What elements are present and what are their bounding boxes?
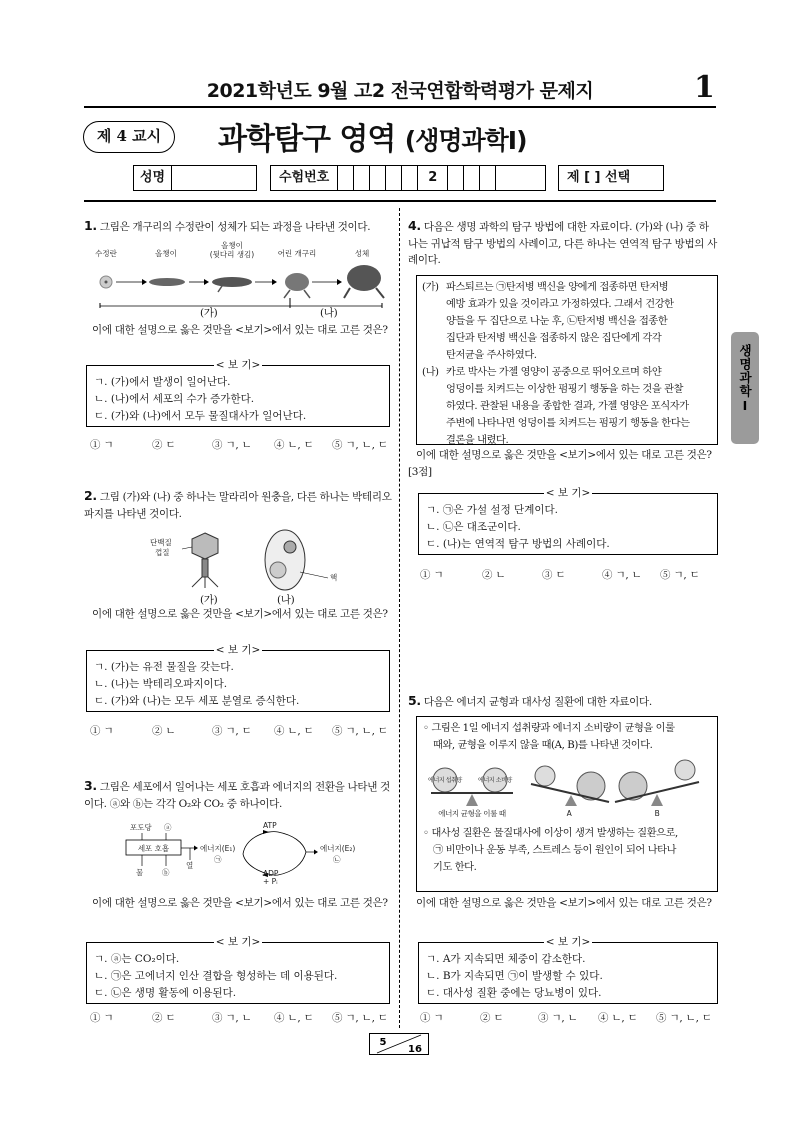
case-na-label: (나): [422, 367, 439, 378]
digit-cell[interactable]: [496, 166, 512, 190]
selection-box: [558, 165, 664, 191]
stage-label-5: 성체: [354, 249, 370, 258]
bogi-item: ㄱ. (가)는 유전 물질을 갖는다.: [94, 661, 234, 673]
question-4-choices: [420, 567, 725, 582]
line: 카로 박사는 가젤 영양이 공중으로 뛰어오르며 하얀: [446, 367, 662, 378]
case-ga-label: (가): [422, 282, 439, 293]
label-protein: 단백질: [150, 538, 172, 547]
question-3-ask: 이에 대한 설명으로 옳은 것만을 <보기>에서 있는 대로 고른 것은?: [92, 897, 388, 909]
label-consume: 에너지 소비량: [478, 777, 512, 784]
bogi-item: ㄴ. (나)는 박테리오파지이다.: [94, 678, 228, 690]
digit-cell[interactable]: [464, 166, 480, 190]
question-2-bogi: [86, 644, 390, 712]
digit-cell[interactable]: [354, 166, 370, 190]
bogi-item: ㄷ. 대사성 질환 중에는 당뇨병이 있다.: [426, 987, 602, 999]
label-A: A: [566, 809, 572, 818]
bogi-item: ㄴ. ㉠은 고에너지 인산 결합을 형성하는 데 이용된다.: [94, 970, 338, 982]
label-adp: ADP: [263, 869, 279, 878]
question-number: 3.: [84, 778, 97, 793]
choice-1[interactable]: ① ㄱ: [420, 569, 444, 581]
total-pages: 16: [408, 1044, 422, 1055]
question-number: 4.: [408, 218, 421, 233]
choice-4[interactable]: ④ ㄴ, ㄷ: [598, 1012, 638, 1024]
case-ga-text: [446, 279, 674, 364]
choice-2[interactable]: ② ㄴ: [152, 725, 176, 737]
label-glucose: 포도당: [130, 823, 152, 832]
question-2-choices: [90, 723, 395, 738]
question-1-stem: [84, 218, 392, 236]
question-4-data-box: [416, 275, 718, 445]
choice-4[interactable]: ④ ㄴ, ㄷ: [274, 1012, 314, 1024]
choice-1[interactable]: ① ㄱ: [90, 439, 114, 451]
question-1-choices: [90, 437, 395, 452]
label-balanced: 에너지 균형을 이룰 때: [438, 809, 506, 818]
question-2-ask: 이에 대한 설명으로 옳은 것만을 <보기>에서 있는 대로 고른 것은?: [92, 608, 388, 620]
page-fraction: [369, 1033, 429, 1055]
exam-number-box: [270, 165, 546, 191]
label-ga: (가): [200, 307, 218, 319]
question-text: 그림 (가)와 (나) 중 하나는 말라리아 원충을, 다른 하나는 박테리오파지를 나타낸 것이다.: [84, 491, 392, 520]
label-shell: 껍질: [155, 548, 170, 557]
label-energy2: 에너지(E₂): [320, 844, 356, 853]
line: 하였다. 관찰된 내용을 종합한 결과, 가젤 영양은 포식자가: [446, 401, 689, 412]
choice-3[interactable]: ③ ㄱ, ㄴ: [538, 1012, 578, 1024]
digit-cell[interactable]: [480, 166, 496, 190]
bogi-item: ㄷ. (가)와 (나)에서 모두 물질대사가 일어난다.: [94, 410, 307, 422]
choice-3[interactable]: ③ ㄱ, ㄴ: [212, 1012, 252, 1024]
stage-label-3: (뒷다리 생김): [209, 250, 255, 259]
line: 예방 효과가 있을 것이라고 가정하였다. 그래서 건강한: [446, 299, 674, 310]
subject-subname: (생명과학Ⅰ): [404, 126, 527, 155]
bogi-item: ㄴ. ㉡은 대조군이다.: [426, 521, 521, 533]
line: ㉠ 비만이나 운동 부족, 스트레스 등이 원인이 되어 나타나: [433, 845, 677, 856]
line: 결론을 내렸다.: [446, 435, 509, 446]
question-text: 그림은 세포에서 일어나는 세포 호흡과 에너지의 전환을 나타낸 것이다. ⓐ와 ⓑ는 각각 O₂와 CO₂ 중 하나이다.: [84, 781, 390, 810]
question-text: 다음은 생명 과학의 탐구 방법에 대한 자료이다. (가)와 (나) 중 하나는 귀납적 탐구 방법의 사례이고, 다른 하나는 연역적 탐구 방법의 사례이다.: [408, 221, 718, 266]
case-na-text: [446, 364, 690, 449]
question-4-bogi: [418, 487, 718, 555]
digit-cell[interactable]: [402, 166, 418, 190]
choice-3[interactable]: ③ ㄱ, ㄷ: [212, 725, 252, 737]
label-water: 물: [136, 868, 144, 877]
line: 집단과 탄저병 백신을 접종하지 않은 집단에게 각각: [446, 333, 662, 344]
organism-figure: [150, 525, 350, 595]
question-5-ask: 이에 대한 설명으로 옳은 것만을 <보기>에서 있는 대로 고른 것은?: [416, 897, 712, 909]
question-2-stem: [84, 488, 392, 522]
bogi-item: ㄷ. (가)와 (나)는 모두 세포 분열로 증식한다.: [94, 695, 300, 707]
question-text: 그림은 개구리의 수정란이 성체가 되는 과정을 나타낸 것이다.: [99, 221, 371, 233]
exam-number-label: 수험번호: [271, 166, 338, 190]
question-4-stem: [408, 218, 718, 269]
line: 주변에 나타나면 엉덩이를 치켜드는 펌핑기 행동을 한다는: [446, 418, 690, 429]
subject-name: 과학탐구 영역: [218, 122, 396, 157]
case-ga: [422, 279, 712, 364]
question-4-ask: 이에 대한 설명으로 옳은 것만을 <보기>에서 있는 대로 고른 것은? [3점]: [408, 449, 712, 478]
label-l: ㉡: [333, 855, 341, 864]
name-box: [133, 165, 257, 191]
choice-3[interactable]: ③ ㄷ: [542, 569, 566, 581]
bogi-title: < 보 기>: [545, 936, 591, 948]
question-1-bogi: [86, 359, 390, 427]
bogi-title: < 보 기>: [215, 644, 261, 656]
label-atp: ATP: [263, 821, 277, 830]
period-badge: 제 4 교시: [83, 121, 175, 153]
bogi-item: ㄱ. A가 지속되면 체중이 감소한다.: [426, 953, 586, 965]
label-nucleus: 핵: [330, 573, 338, 582]
subject-side-tab: [731, 332, 759, 444]
column-divider: [399, 208, 400, 1028]
question-5-choices: [420, 1010, 725, 1025]
case-na: [422, 364, 712, 449]
question-3-stem: [84, 778, 392, 812]
bogi-item: ㄴ. (나)에서 세포의 수가 증가한다.: [94, 393, 255, 405]
bogi-item: ㄷ. (나)는 연역적 탐구 방법의 사례이다.: [426, 538, 610, 550]
choice-2[interactable]: ② ㄴ: [482, 569, 506, 581]
selection-label: 제 [ ] 선택: [567, 170, 631, 185]
energy-balance-figure: [423, 754, 711, 819]
name-label: 성명: [134, 166, 172, 190]
page-number: 1: [694, 70, 715, 105]
question-number: 2.: [84, 488, 97, 503]
digit-cell[interactable]: [448, 166, 464, 190]
label-ga: (가): [200, 594, 218, 606]
cell-respiration-diagram: [118, 820, 368, 885]
line: 기도 한다.: [433, 862, 477, 873]
digit-cell[interactable]: [338, 166, 354, 190]
label-na: (나): [320, 307, 338, 319]
bogi-item: ㄱ. ㉠은 가설 설정 단계이다.: [426, 504, 558, 516]
choice-5[interactable]: ⑤ ㄱ, ㄴ, ㄷ: [656, 1012, 712, 1024]
label-respiration: 세포 호흡: [137, 844, 170, 853]
choice-3[interactable]: ③ ㄱ, ㄴ: [212, 439, 252, 451]
question-3-choices: [90, 1010, 395, 1025]
question-3-bogi: [86, 936, 390, 1004]
line: ◦ 그림은 1일 에너지 섭취량과 에너지 소비량이 균형을 이룰: [423, 723, 675, 734]
label-na: (나): [277, 594, 295, 606]
digit-cell[interactable]: [370, 166, 386, 190]
question-5-bogi: [418, 936, 718, 1004]
bogi-title: < 보 기>: [545, 487, 591, 499]
question-text: 다음은 에너지 균형과 대사성 질환에 대한 자료이다.: [423, 696, 652, 708]
label-B: B: [654, 809, 660, 818]
header-divider-top: [84, 106, 716, 108]
choice-2[interactable]: ② ㄷ: [152, 1012, 176, 1024]
choice-4[interactable]: ④ ㄱ, ㄴ: [602, 569, 642, 581]
stage-label-1: 올챙이: [155, 249, 177, 258]
question-1-ask: 이에 대한 설명으로 옳은 것만을 <보기>에서 있는 대로 고른 것은?: [92, 324, 388, 336]
line: 엉덩이를 치켜드는 이상한 펌핑기 행동을 하는 것을 관찰: [446, 384, 684, 395]
subject-title: [218, 114, 527, 158]
label-heat: 열: [186, 861, 194, 870]
choice-1[interactable]: ① ㄱ: [90, 1012, 114, 1024]
line: 때와, 균형을 이루지 않을 때(A, B)를 나타낸 것이다.: [433, 740, 653, 751]
question-number: 5.: [408, 693, 421, 708]
bogi-title: < 보 기>: [215, 936, 261, 948]
current-page: 5: [379, 1037, 387, 1048]
choice-5[interactable]: ⑤ ㄱ, ㄷ: [660, 569, 700, 581]
bogi-item: ㄱ. ⓐ는 CO₂이다.: [94, 953, 180, 965]
label-pi: + Pᵢ: [263, 877, 278, 885]
bogi-title: < 보 기>: [215, 359, 261, 371]
stage-label-2: 올챙이: [221, 241, 243, 250]
choice-4[interactable]: ④ ㄴ, ㄷ: [274, 725, 314, 737]
stage-label-4: 어린 개구리: [277, 249, 317, 258]
bogi-item: ㄷ. ㉡은 생명 활동에 이용된다.: [94, 987, 237, 999]
label-a: ⓐ: [164, 823, 172, 832]
choice-4[interactable]: ④ ㄴ, ㄷ: [274, 439, 314, 451]
choice-1[interactable]: ① ㄱ: [420, 1012, 444, 1024]
choice-5[interactable]: ⑤ ㄱ, ㄴ, ㄷ: [332, 725, 388, 737]
label-intake: 에너지 섭취량: [428, 777, 462, 784]
line: 파스퇴르는 ㉠탄저병 백신을 양에게 접종하면 탄저병: [446, 282, 669, 293]
label-g: ㉠: [214, 855, 222, 864]
header-divider-bottom: [84, 200, 716, 202]
side-tab-label: 생명과학Ⅰ: [737, 344, 753, 414]
question-5-data-box: [416, 716, 718, 892]
question-number: 1.: [84, 218, 97, 233]
line: 양들을 두 집단으로 나눈 후, ㉡탄저병 백신을 접종한: [446, 316, 668, 327]
choice-5[interactable]: ⑤ ㄱ, ㄴ, ㄷ: [332, 1012, 388, 1024]
exam-title: 2021학년도 9월 고2 전국연합학력평가 문제지: [206, 80, 594, 102]
line: ◦ 대사성 질환은 물질대사에 이상이 생겨 발생하는 질환으로,: [423, 828, 678, 839]
line: 탄저균을 주사하였다.: [446, 350, 537, 361]
choice-5[interactable]: ⑤ ㄱ, ㄴ, ㄷ: [332, 439, 388, 451]
bogi-item: ㄴ. B가 지속되면 ㉠이 발생할 수 있다.: [426, 970, 603, 982]
name-field[interactable]: [172, 166, 254, 190]
label-b: ⓑ: [162, 868, 170, 877]
bogi-item: ㄱ. (가)에서 발생이 일어난다.: [94, 376, 231, 388]
digit-cell[interactable]: [386, 166, 402, 190]
frog-development-figure: [92, 240, 392, 315]
stage-label-0: 수정란: [95, 249, 117, 258]
choice-1[interactable]: ① ㄱ: [90, 725, 114, 737]
label-energy1: 에너지(E₁): [200, 844, 236, 853]
choice-2[interactable]: ② ㄷ: [480, 1012, 504, 1024]
digit-cell-fixed: 2: [418, 166, 448, 190]
question-5-stem: [408, 693, 718, 711]
choice-2[interactable]: ② ㄷ: [152, 439, 176, 451]
